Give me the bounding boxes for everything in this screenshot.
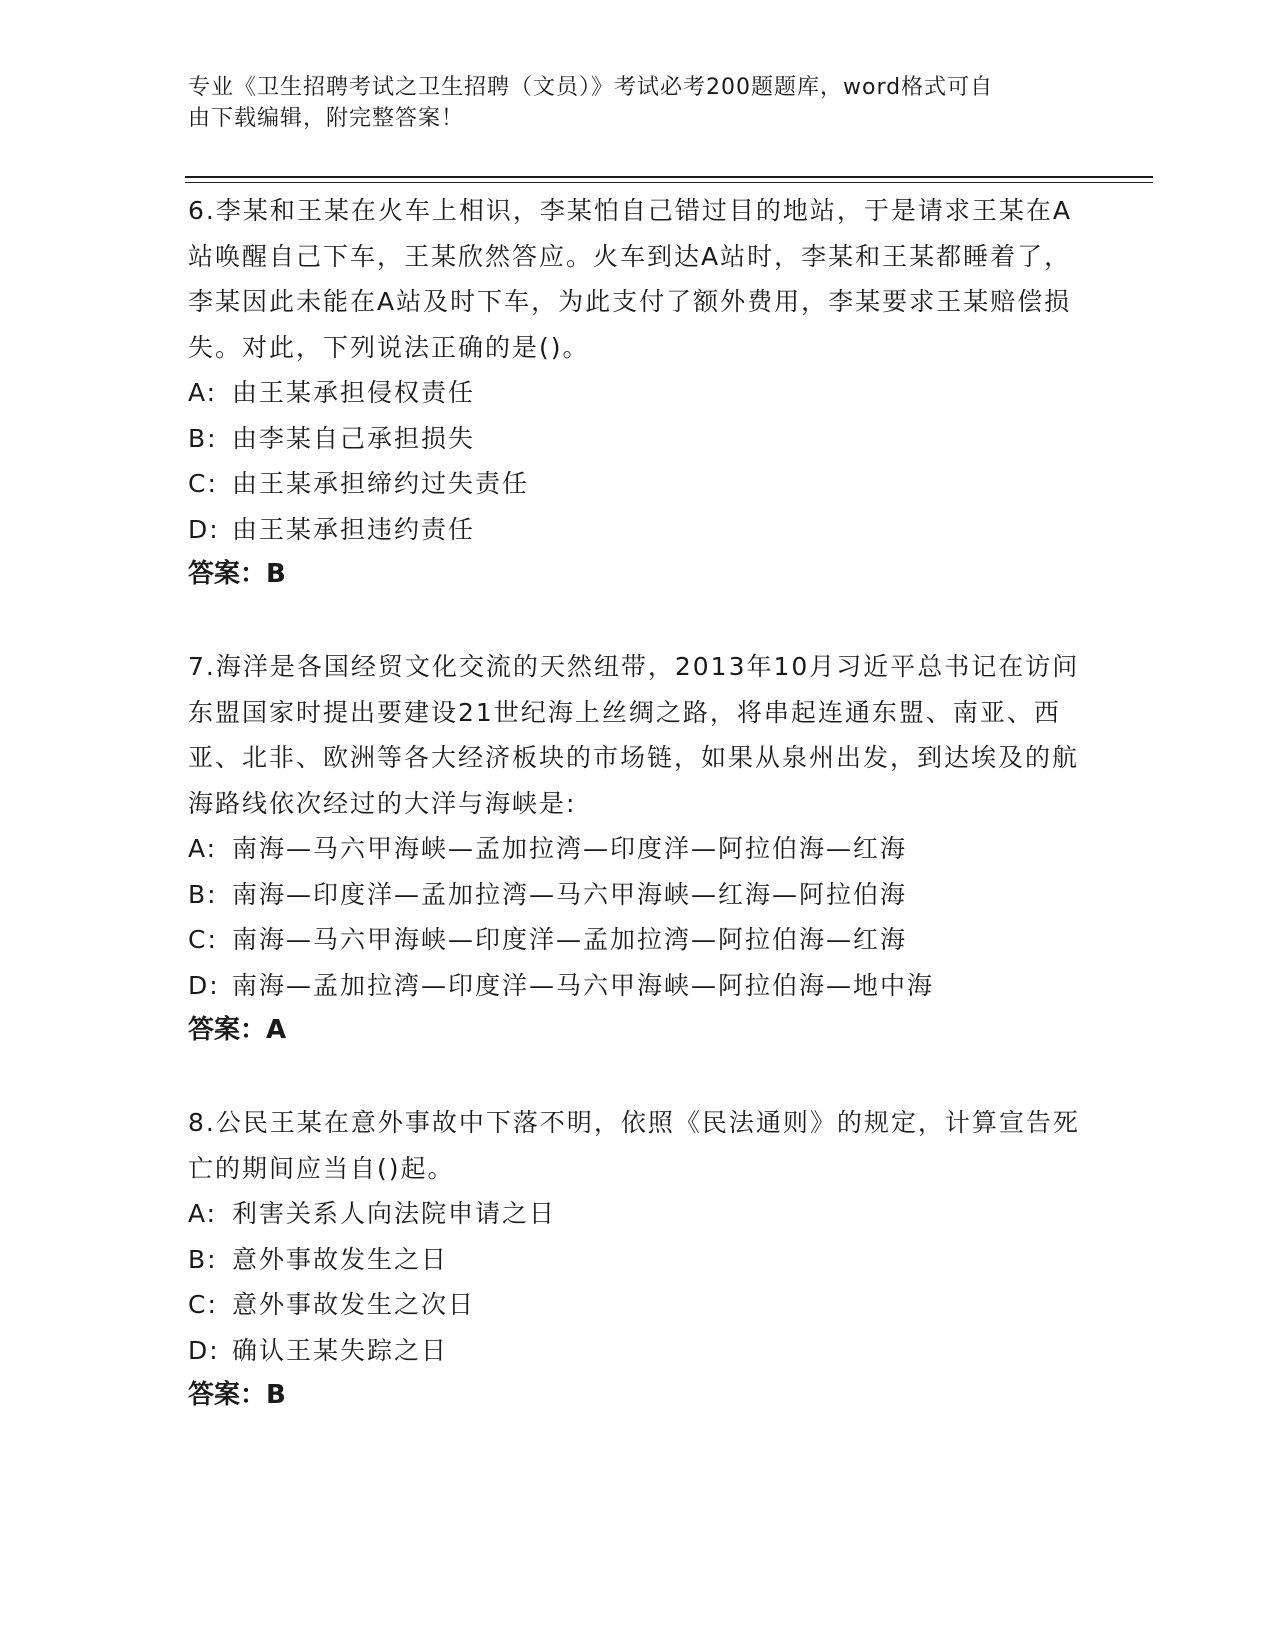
- answer-label: 答案：A: [188, 1015, 287, 1045]
- answer-label: 答案：B: [188, 1380, 286, 1410]
- header-line-2: 由下载编辑，附完整答案！: [188, 106, 465, 131]
- option-c: [188, 917, 1088, 963]
- option-letter: B:: [188, 879, 218, 909]
- option-letter: C:: [188, 1290, 218, 1319]
- option-letter: D:: [188, 514, 220, 544]
- option-letter: A:: [188, 1199, 218, 1228]
- option-letter: D:: [188, 970, 220, 1000]
- option-letter: B:: [188, 423, 218, 453]
- option-c: [188, 461, 1088, 507]
- answer-label: 答案：B: [188, 559, 286, 589]
- option-text: 南海—印度洋—孟加拉湾—马六甲海峡—红海—阿拉伯海: [232, 879, 908, 909]
- option-text: 南海—马六甲海峡—印度洋—孟加拉湾—阿拉伯海—红海: [232, 925, 908, 954]
- header-line-1: 专业《卫生招聘考试之卫生招聘（文员）》考试必考200题题库，word格式可自: [188, 75, 994, 100]
- question-6: [188, 188, 1088, 598]
- option-text: 由王某承担缔约过失责任: [232, 469, 530, 498]
- option-text: 南海—马六甲海峡—孟加拉湾—印度洋—阿拉伯海—红海: [232, 834, 908, 863]
- option-letter: B:: [188, 1244, 218, 1274]
- option-text: 意外事故发生之次日: [232, 1290, 476, 1319]
- option-text: 由李某自己承担损失: [232, 423, 476, 453]
- question-7: [188, 644, 1088, 1054]
- option-text: 由王某承担侵权责任: [232, 378, 476, 407]
- option-letter: C:: [188, 925, 218, 954]
- option-letter: C:: [188, 469, 218, 498]
- option-letter: A:: [188, 378, 218, 407]
- header-divider-thick: [185, 176, 1153, 178]
- option-text: 确认王某失踪之日: [232, 1335, 449, 1365]
- option-b: [188, 416, 1088, 462]
- option-a: [188, 826, 1088, 872]
- option-text: 意外事故发生之日: [232, 1244, 449, 1274]
- option-text: 南海—孟加拉湾—印度洋—马六甲海峡—阿拉伯海—地中海: [232, 970, 935, 1000]
- option-a: [188, 1191, 1088, 1237]
- option-c: [188, 1282, 1088, 1328]
- header-divider-thin: [185, 182, 1153, 183]
- option-a: [188, 370, 1088, 416]
- option-d: [188, 1328, 1088, 1374]
- option-text: 利害关系人向法院申请之日: [232, 1199, 557, 1228]
- option-text: 由王某承担违约责任: [232, 514, 476, 544]
- document-header: [188, 72, 1068, 134]
- option-b: [188, 1237, 1088, 1283]
- option-d: [188, 507, 1088, 553]
- question-8: [188, 1100, 1088, 1419]
- question-text: 6.李某和王某在火车上相识，李某怕自己错过目的地站，于是请求王某在A站唤醒自己下车，王某欣然答应。火车到达A站时，李某和王某都睡着了，李某因此未能在A站及时下车，为此支付了额外费用，李某要求王某赔偿损失。对此，下列说法正确的是()。: [188, 196, 1072, 362]
- option-letter: A:: [188, 834, 218, 863]
- question-text: 8.公民王某在意外事故中下落不明，依照《民法通则》的规定，计算宣告死亡的期间应当自()起。: [188, 1108, 1080, 1183]
- question-text: 7.海洋是各国经贸文化交流的天然纽带，2013年10月习近平总书记在访问东盟国家时提出要建设21世纪海上丝绸之路，将串起连通东盟、南亚、西亚、北非、欧洲等各大经济板块的市场链，如果从泉州出发，到达埃及的航海路线依次经过的大洋与海峡是:: [188, 652, 1080, 818]
- option-b: [188, 872, 1088, 918]
- option-letter: D:: [188, 1335, 220, 1365]
- option-d: [188, 963, 1088, 1009]
